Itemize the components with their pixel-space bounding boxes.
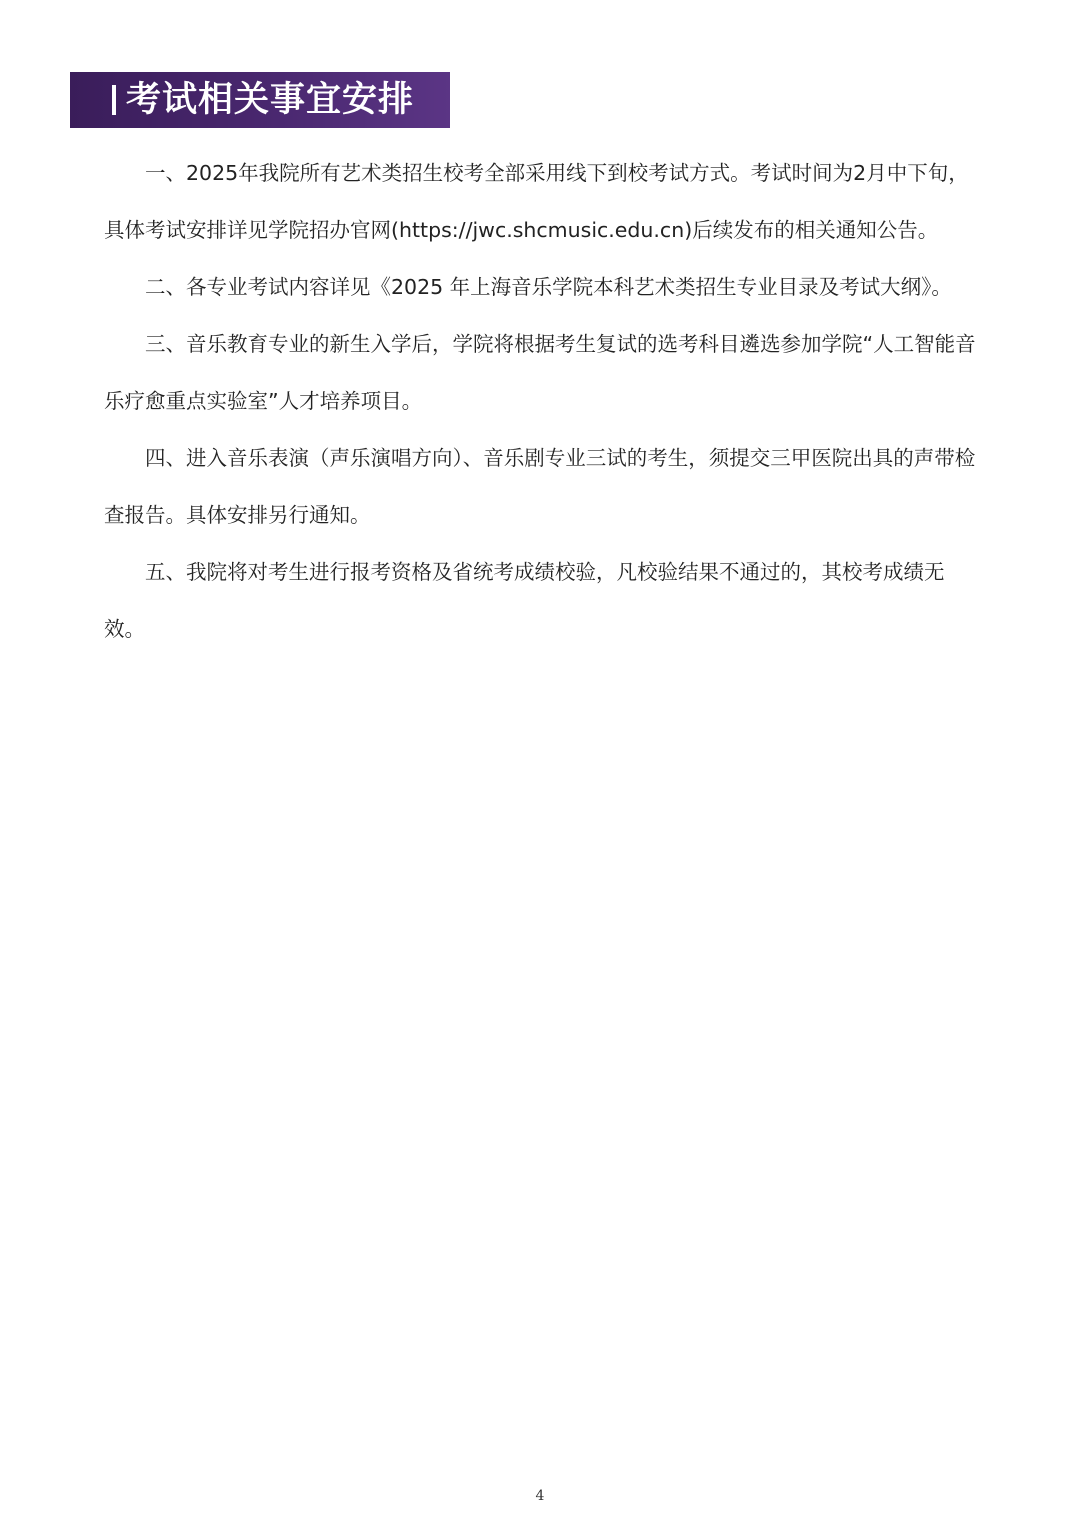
body-content — [104, 145, 984, 658]
paragraph-2: 二、各专业考试内容详见《2025 年上海音乐学院本科艺术类招生专业目录及考试大纲》。 — [145, 275, 952, 299]
page-number: 4 — [535, 1488, 545, 1504]
paragraph-3: 三、音乐教育专业的新生入学后，学院将根据考生复试的选考科目遴选参加学院“人工智能音乐疗愈重点实验室”人才培养项目。 — [104, 332, 976, 413]
header-accent-bar — [112, 85, 116, 115]
paragraph-5: 五、我院将对考生进行报考资格及省统考成绩校验，凡校验结果不通过的，其校考成绩无效。 — [104, 560, 945, 641]
section-title: 考试相关事宜安排 — [126, 80, 415, 120]
paragraph-1: 一、2025年我院所有艺术类招生校考全部采用线下到校考试方式。考试时间为2月中下旬，具体考试安排详见学院招办官网(https://jwc.shcmusic.edu.cn)后续发布的相关通知公告。 — [104, 161, 969, 242]
paragraph-4: 四、进入音乐表演（声乐演唱方向）、音乐剧专业三试的考生，须提交三甲医院出具的声带检查报告。具体安排另行通知。 — [104, 446, 976, 527]
section-header — [70, 72, 450, 128]
